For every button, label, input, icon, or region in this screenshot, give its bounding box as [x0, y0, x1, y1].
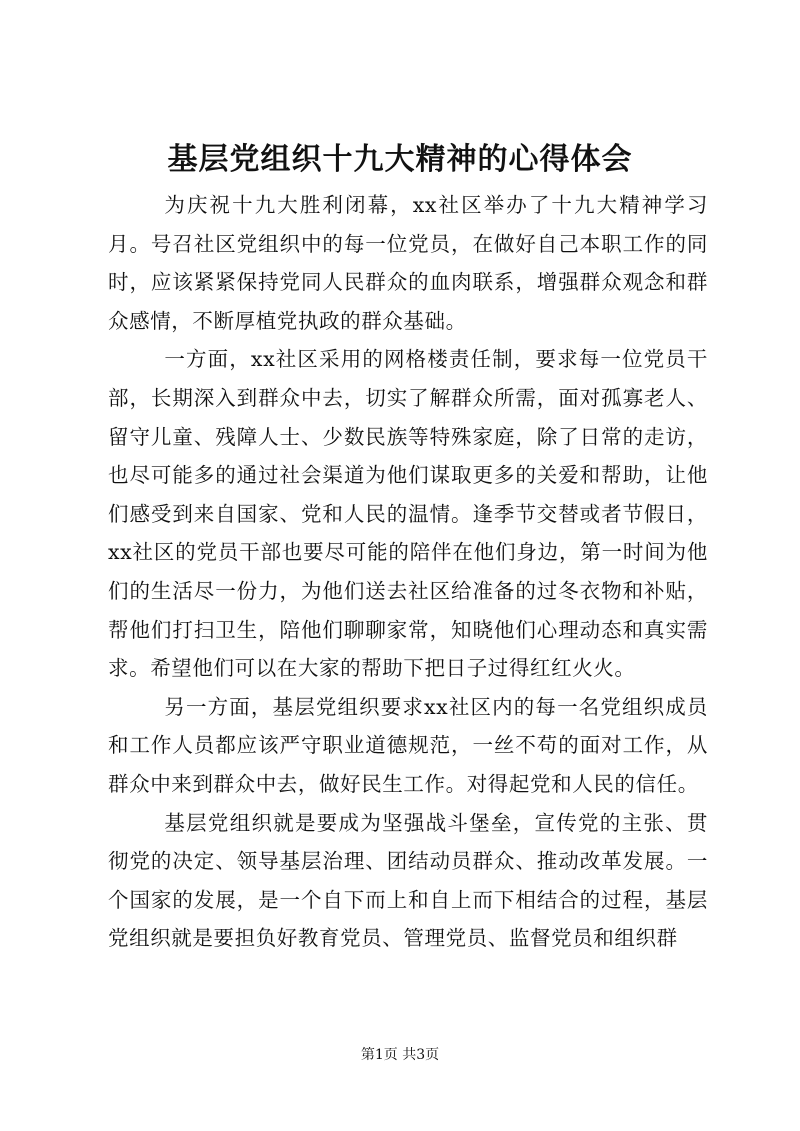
paragraph-2: 一方面，xx社区采用的网格楼责任制，要求每一位党员干部，长期深入到群众中去，切实了解群众所需，面对孤寡老人、留守儿童、残障人士、少数民族等特殊家庭，除了日常的走访，也尽可能多的通过社会渠道为他们谋取更多的关爱和帮助，让他们感受到来自国家、党和人民的温情。逢季节交替或者节假日，xx社区的党员干部也要尽可能的陪伴在他们身边，第一时间为他们的生活尽一份力，为他们送去社区给准备的过冬衣物和补贴，帮他们打扫卫生，陪他们聊聊家常，知晓他们心理动态和真实需求。希望他们可以在大家的帮助下把日子过得红红火火。 [108, 347, 708, 681]
document-title: 基层党组织十九大精神的心得体会 [167, 142, 633, 177]
paragraph-4: 基层党组织就是要成为坚强战斗堡垒，宣传党的主张、贯彻党的决定、领导基层治理、团结动员群众、推动改革发展。一个国家的发展，是一个自下而上和自上而下相结合的过程，基层党组织就是要担负好教育党员、管理党员、监督党员和组织群 [108, 810, 708, 951]
document-body [108, 186, 708, 958]
page-number-footer: 第1页 共3页 [360, 1047, 440, 1063]
paragraph-3: 另一方面，基层党组织要求xx社区内的每一名党组织成员和工作人员都应该严守职业道德规范，一丝不苟的面对工作，从群众中来到群众中去，做好民生工作。对得起党和人民的信任。 [108, 694, 708, 796]
paragraph-1: 为庆祝十九大胜利闭幕，xx社区举办了十九大精神学习月。号召社区党组织中的每一位党员，在做好自己本职工作的同时，应该紧紧保持党同人民群众的血肉联系，增强群众观念和群众感情，不断厚植党执政的群众基础。 [108, 193, 708, 333]
